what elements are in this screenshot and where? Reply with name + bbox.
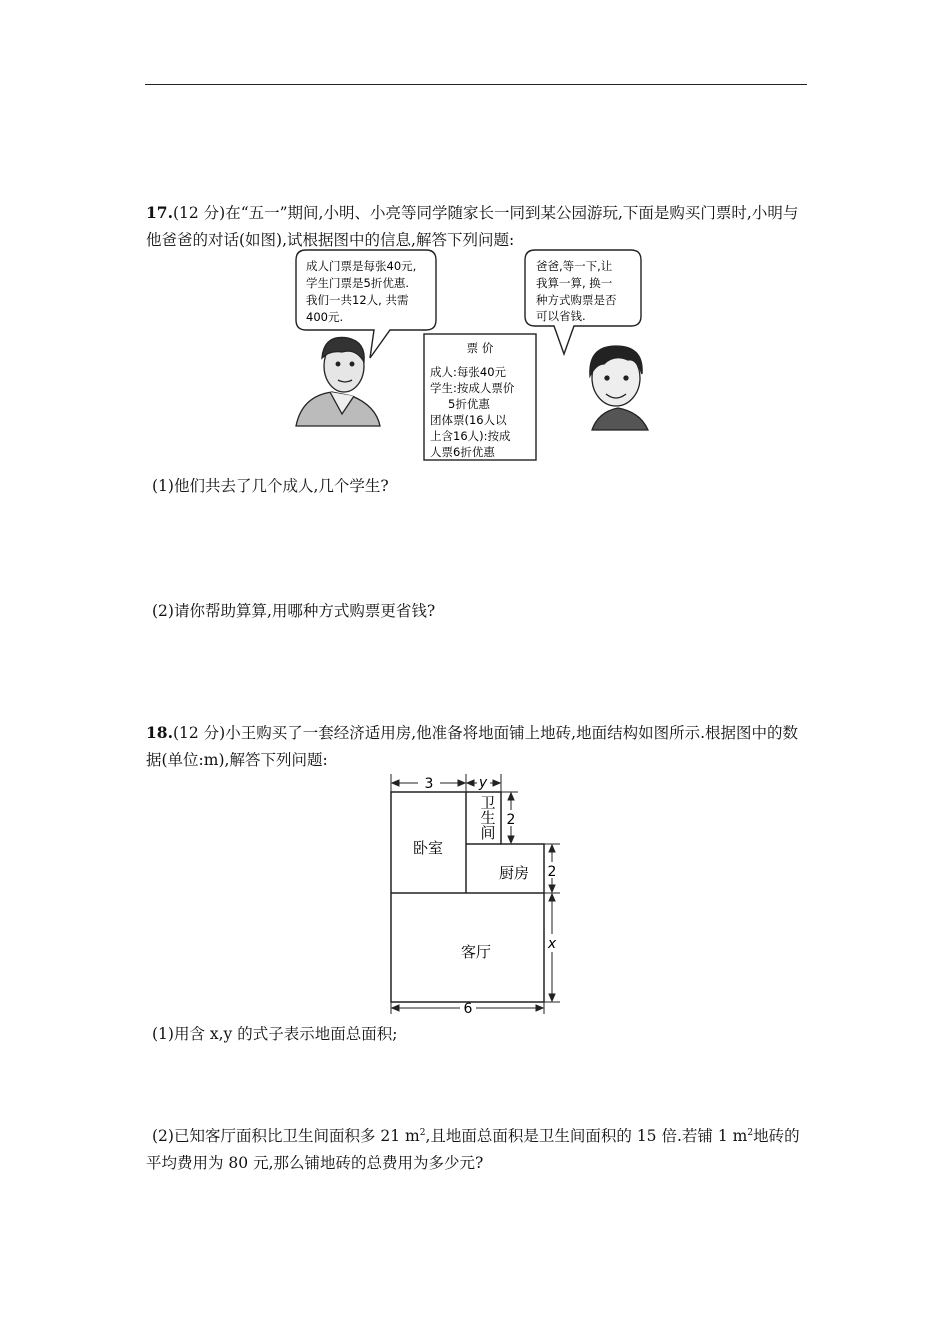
dad-illustration [296, 337, 380, 426]
dim-bath-2: 2 [506, 812, 516, 828]
q17-number: 17. [146, 203, 173, 222]
kid-line-2: 我算一算, 换一 [536, 276, 613, 290]
kid-illustration [590, 346, 648, 430]
q17-intro-text: (12 分)在“五一”期间,小明、小亮等同学随家长一同到某公园游玩,下面是购买门票时,小明与他爸爸的对话(如图),试根据图中的信息,解答下列问题: [146, 204, 799, 249]
sup-2-a: 2 [419, 1128, 426, 1138]
q18-intro [146, 719, 810, 774]
kitchen-label: 厨房 [498, 864, 530, 882]
header-rule [145, 84, 807, 85]
dad-line-3: 我们一共12人, 共需 [306, 293, 409, 307]
price-line-4: 团体票(16人以 [430, 413, 507, 427]
bathroom-label-3: 间 [480, 824, 496, 842]
living-room-label: 客厅 [460, 943, 492, 961]
dim-top-3: 3 [424, 776, 434, 792]
price-line-3: 5折优惠 [448, 397, 490, 411]
q18-part2 [146, 1120, 810, 1177]
q18-part2-b: ,且地面总面积是卫生间面积的 15 倍.若铺 1 m [425, 1127, 748, 1146]
dad-line-4: 400元. [306, 310, 344, 324]
bedroom-label: 卧室 [412, 839, 444, 857]
q18-part2-c: 地砖的平均费用为 80 元,那么铺地砖的总费用为多少元? [146, 1127, 800, 1173]
q17-part1: (1)他们共去了几个成人,几个学生? [152, 477, 389, 495]
bathroom-label-2: 生 [480, 809, 496, 827]
dad-line-2: 学生门票是5折优惠. [306, 276, 409, 290]
dim-living-x: x [547, 936, 557, 952]
dad-line-1: 成人门票是每张40元, [306, 259, 417, 273]
kid-line-1: 爸爸,等一下,让 [536, 259, 613, 273]
bathroom-label-1: 卫 [480, 794, 496, 812]
kid-line-4: 可以省钱. [536, 309, 586, 323]
sup-2-b: 2 [747, 1128, 754, 1138]
dim-kitchen-2: 2 [547, 864, 557, 880]
kid-line-3: 种方式购票是否 [536, 293, 617, 307]
floor-plan-figure [380, 772, 570, 1016]
price-title: 票 价 [466, 341, 494, 355]
q17-figure [292, 246, 658, 464]
dim-top-y: y [478, 775, 488, 791]
q18-number: 18. [146, 723, 173, 742]
q18-part2-a: (2)已知客厅面积比卫生间面积多 21 m [152, 1127, 420, 1146]
price-line-2: 学生:按成人票价 [430, 381, 515, 395]
floor-plan-outline [391, 792, 544, 1002]
dim-bottom-6: 6 [463, 1001, 473, 1016]
q18-intro-text: (12 分)小王购买了一套经济适用房,他准备将地面铺上地砖,地面结构如图所示.根据图中的数据(单位:m),解答下列问题: [146, 724, 798, 769]
q17-part2: (2)请你帮助算算,用哪种方式购票更省钱? [152, 602, 436, 620]
q18-part1: (1)用含 x,y 的式子表示地面总面积; [152, 1025, 398, 1043]
price-line-5: 上含16人):按成 [430, 429, 511, 443]
price-line-1: 成人:每张40元 [430, 365, 507, 379]
price-line-6: 人票6折优惠 [430, 445, 495, 459]
